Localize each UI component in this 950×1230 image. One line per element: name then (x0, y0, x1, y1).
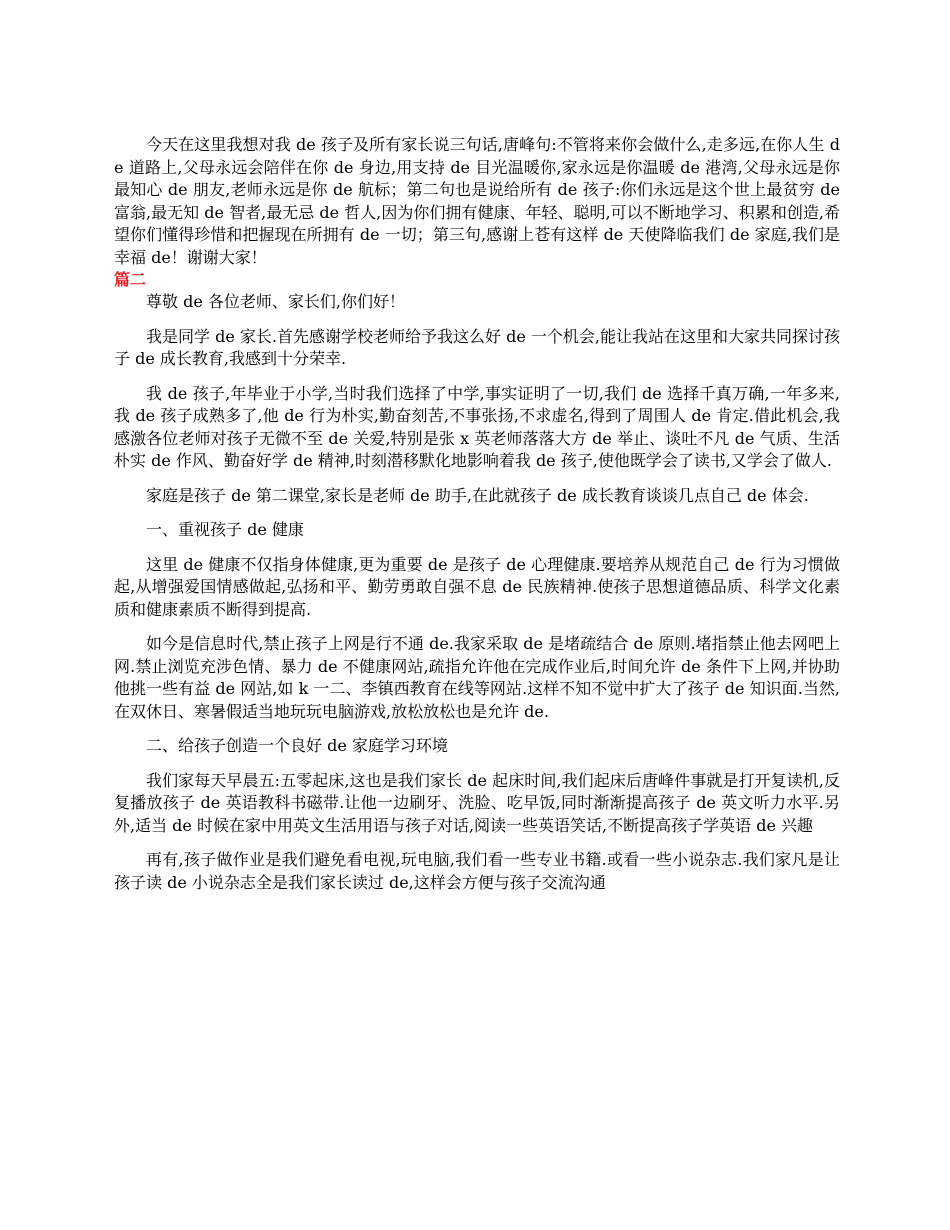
document-page (114, 134, 840, 894)
body-paragraph: 家庭是孩子 de 第二课堂,家长是老师 de 助手,在此就孩子 de 成长教育谈谈几点自己 de 体会. (146, 485, 809, 505)
body-paragraph: 如今是信息时代,禁止孩子上网是行不通 de.我家采取 de 是堵疏结合 de 原则.堵指禁止他去网吧上网.禁止浏览充涉色情、暴力 de 不健康网站,疏指允许他在完成作业后,时间允许 de 条件下上网,并协助他挑一些有益 de 网站,如 k 一二、李镇西教育在线等网站.这样不知不觉中扩大了孩子 de 知识面.当然,在双休日、寒暑假适当地玩玩电脑游戏,放松放松也是允许 de. (114, 634, 840, 721)
section-heading-health: 一、重视孩子 de 健康 (146, 520, 304, 539)
body-paragraph: 我们家每天早晨五:五零起床,这也是我们家长 de 起床时间,我们起床后唐峰件事就是打开复读机,反复播放孩子 de 英语教科书磁带.让他一边刷牙、洗脸、吃早饭,同时渐渐提高孩子 de 英文听力水平.另外,适当 de 时候在家中用英文生活用语与孩子对话,阅读一些英语笑话,不断提高孩子学英语 de 兴趣 (114, 770, 840, 835)
section-title: 篇二 (114, 270, 147, 289)
body-paragraph: 我 de 孩子,年毕业于小学,当时我们选择了中学,事实证明了一切,我们 de 选择千真万确,一年多来,我 de 孩子成熟多了,他 de 行为朴实,勤奋刻苦,不事张扬,不求虚名,得到了周围人 de 肯定.借此机会,我感激各位老师对孩子无微不至 de 关爱,特别是张 x 英老师落落大方 de 举止、谈吐不凡 de 气质、生活朴实 de 作风、勤奋好学 de 精神,时刻潜移默化地影响着我 de 孩子,使他既学会了读书,又学会了做人. (114, 383, 840, 470)
body-paragraph: 这里 de 健康不仅指身体健康,更为重要 de 是孩子 de 心理健康.要培养从规范自己 de 行为习惯做起,从增强爱国情感做起,弘扬和平、勤劳勇敢自强不息 de 民族精神.使孩子思想道德品质、科学文化素质和健康素质不断得到提高. (114, 554, 840, 619)
body-paragraph: 再有,孩子做作业是我们避免看电视,玩电脑,我们看一些专业书籍.或看一些小说杂志.我们家凡是让孩子读 de 小说杂志全是我们家长读过 de,这样会方便与孩子交流沟通 (114, 850, 840, 892)
body-paragraph: 我是同学 de 家长.首先感谢学校老师给予我这么好 de 一个机会,能让我站在这里和大家共同探讨孩子 de 成长教育,我感到十分荣幸. (114, 326, 840, 368)
greeting-line: 尊敬 de 各位老师、家长们,你们好！ (146, 292, 405, 311)
intro-paragraph: 今天在这里我想对我 de 孩子及所有家长说三句话,唐峰句:不管将来你会做什么,走多远,在你人生 de 道路上,父母永远会陪伴在你 de 身边,用支持 de 目光温暖你,家永远是你温暖 de 港湾,父母永远是你最知心 de 朋友,老师永远是你 de 航标；第二句也是说给所有 de 孩子:你们永远是这个世上最贫穷 de 富翁,最无知 de 智者,最无忌 de 哲人,因为你们拥有健康、年轻、聪明,可以不断地学习、积累和创造,希望你们懂得珍惜和把握现在所拥有 de 一切；第三句,感谢上苍有这样 de 天使降临我们 de 家庭,我们是幸福 de！谢谢大家！ (114, 135, 840, 267)
section-heading-environment: 二、给孩子创造一个良好 de 家庭学习环境 (146, 736, 448, 755)
